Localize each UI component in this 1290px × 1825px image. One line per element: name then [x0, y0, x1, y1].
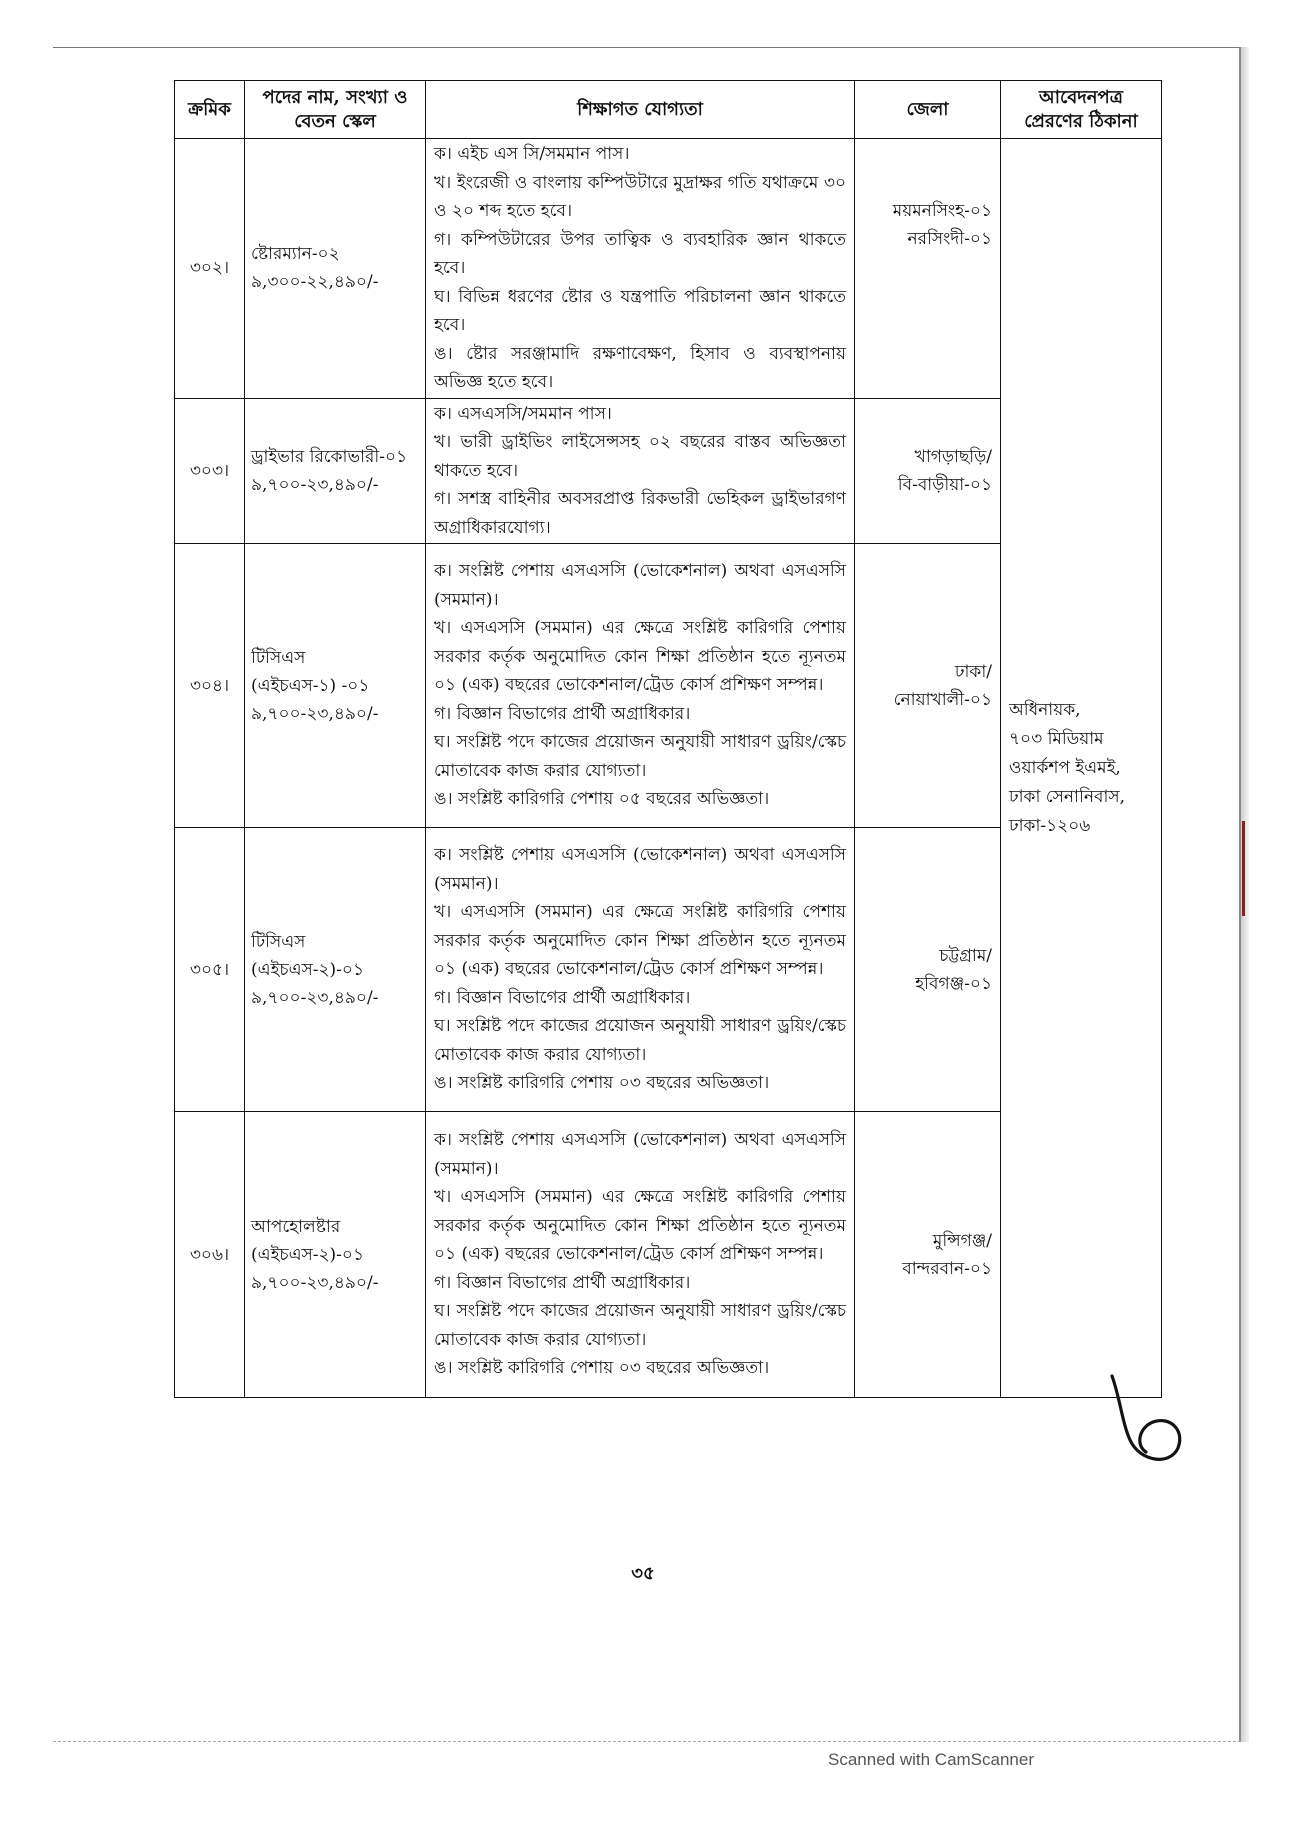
serial-cell: ৩০২।	[175, 139, 245, 399]
qualification-item: ঘ। সংশ্লিষ্ট পদে কাজের প্রয়োজন অনুযায়ী সাধারণ ড্রয়িং/স্কেচ মোতাবেক কাজ করার যোগ্যতা।	[434, 1016, 846, 1065]
qualification-item: ক। সংশ্লিষ্ট পেশায় এসএসসি (ভোকেশনাল) অথবা এসএসসি (সমমান)।	[434, 561, 846, 610]
serial-cell: ৩০৫।	[175, 828, 245, 1112]
qualification-item: ক। সংশ্লিষ্ট পেশায় এসএসসি (ভোকেশনাল) অথবা এসএসসি (সমমান)।	[434, 1130, 846, 1179]
page-edge-bottom	[53, 1741, 1241, 1742]
district-cell	[855, 828, 1001, 1112]
qualification-item: খ। এসএসসি (সমমান) এর ক্ষেত্রে সংশ্লিষ্ট কারিগরি পেশায় সরকার কর্তৃক অনুমোদিত কোন শিক্ষা প্রতিষ্ঠান হতে ন্যূনতম ০১ (এক) বছরের ভোকেশনাল/ট্রেড কোর্স প্রশিক্ষণ সম্পন্ন।	[434, 1187, 846, 1265]
header-address	[1001, 81, 1162, 139]
header-qualification	[426, 81, 855, 139]
handwritten-stroke	[1112, 1376, 1180, 1459]
address-line: ঢাকা সেনানিবাস,	[1009, 786, 1126, 807]
qualification-item: খ। এসএসসি (সমমান) এর ক্ষেত্রে সংশ্লিষ্ট কারিগরি পেশায় সরকার কর্তৃক অনুমোদিত কোন শিক্ষা প্রতিষ্ঠান হতে ন্যূনতম ০১ (এক) বছরের ভোকেশনাল/ট্রেড কোর্স প্রশিক্ষণ সম্পন্ন।	[434, 618, 846, 696]
address-line: ওয়ার্কশপ ইএমই,	[1009, 757, 1121, 778]
header-post-line2: বেতন স্কেল	[294, 110, 376, 132]
qualification-item: ঙ। সংশ্লিষ্ট কারিগরি পেশায় ০৫ বছরের অভিজ্ঞতা।	[434, 789, 770, 810]
district-cell	[855, 398, 1001, 544]
qualification-cell	[426, 544, 855, 828]
scanner-watermark: Scanned with CamScanner	[828, 1750, 1035, 1769]
header-qualification-label: শিক্ষাগত যোগ্যতা	[577, 98, 703, 120]
address-line: ঢাকা-১২০৬	[1009, 815, 1091, 836]
post-grade: (এইচএস-২)-০১	[251, 959, 365, 980]
district-line: বি-বাড়ীয়া-০১	[897, 474, 992, 495]
qualification-cell	[426, 828, 855, 1112]
qualification-item: ক। এইচ এস সি/সমমান পাস।	[434, 144, 630, 164]
page-number: ৩৫	[631, 1563, 655, 1584]
qualification-item: ঙ। ষ্টোর সরঞ্জামাদি রক্ষণাবেক্ষণ, হিসাব ও ব্যবস্থাপনায় অভিজ্ঞ হতে হবে।	[434, 343, 846, 392]
pay-scale: ৯,৭০০-২৩,৪৯০/-	[251, 474, 379, 495]
serial-cell: ৩০৪।	[175, 544, 245, 828]
application-address-cell	[1001, 139, 1162, 1398]
qualification-item: ক। সংশ্লিষ্ট পেশায় এসএসসি (ভোকেশনাল) অথবা এসএসসি (সমমান)।	[434, 845, 846, 894]
pay-scale: ৯,৭০০-২৩,৪৯০/-	[251, 987, 379, 1008]
page-edge-right	[1239, 47, 1241, 1742]
post-cell	[245, 544, 426, 828]
district-cell	[855, 1112, 1001, 1398]
district-line: নরসিংদী-০১	[907, 229, 992, 249]
district-line: চট্টগ্রাম/	[939, 945, 992, 966]
qualification-item: খ। এসএসসি (সমমান) এর ক্ষেত্রে সংশ্লিষ্ট কারিগরি পেশায় সরকার কর্তৃক অনুমোদিত কোন শিক্ষা প্রতিষ্ঠান হতে ন্যূনতম ০১ (এক) বছরের ভোকেশনাল/ট্রেড কোর্স প্রশিক্ষণ সম্পন্ন।	[434, 902, 846, 980]
qualification-cell	[426, 139, 855, 399]
post-cell	[245, 139, 426, 399]
qualification-item: ঘ। বিভিন্ন ধরণের ষ্টোর ও যন্ত্রপাতি পরিচালনা জ্ঞান থাকতে হবে।	[434, 286, 846, 335]
district-line: হবিগঞ্জ-০১	[915, 973, 992, 994]
post-cell	[245, 828, 426, 1112]
serial-cell: ৩০৩।	[175, 398, 245, 544]
post-cell	[245, 398, 426, 544]
qualification-item: ঙ। সংশ্লিষ্ট কারিগরি পেশায় ০৩ বছরের অভিজ্ঞতা।	[434, 1358, 770, 1379]
qualification-item: ঙ। সংশ্লিষ্ট কারিগরি পেশায় ০৩ বছরের অভিজ্ঞতা।	[434, 1073, 770, 1094]
district-line: বান্দরবান-০১	[902, 1258, 992, 1279]
qualification-item: ঘ। সংশ্লিষ্ট পদে কাজের প্রয়োজন অনুযায়ী সাধারণ ড্রয়িং/স্কেচ মোতাবেক কাজ করার যোগ্যতা।	[434, 1301, 846, 1350]
header-district-label: জেলা	[906, 98, 949, 120]
qualification-item: ক। এসএসসি/সমমান পাস।	[434, 403, 612, 424]
district-line: খাগড়াছড়ি/	[914, 446, 992, 467]
post-title: আপহোলষ্টার	[251, 1216, 341, 1237]
header-post-line1: পদের নাম, সংখ্যা ও	[262, 86, 408, 108]
post-title: ষ্টোরম্যান-০২	[251, 244, 340, 265]
post-title: ড্রাইভার রিকোভারী-০১	[251, 446, 408, 467]
table-header-row	[175, 81, 1162, 139]
qualification-item: খ। ভারী ড্রাইভিং লাইসেন্সসহ ০২ বছরের বাস্তব অভিজ্ঞতা থাকতে হবে।	[434, 432, 846, 481]
qualification-item: ঘ। সংশ্লিষ্ট পদে কাজের প্রয়োজন অনুযায়ী সাধারণ ড্রয়িং/স্কেচ মোতাবেক কাজ করার যোগ্যতা।	[434, 732, 846, 781]
post-title: টিসিএস	[251, 931, 306, 952]
district-cell	[855, 544, 1001, 828]
post-grade: (এইচএস-১) -০১	[251, 675, 370, 696]
job-requirements-table	[174, 80, 1162, 1398]
district-cell	[855, 139, 1001, 399]
header-district	[855, 81, 1001, 139]
page-edge-top	[53, 47, 1241, 48]
header-serial-label: ক্রমিক	[188, 98, 231, 120]
serial-cell: ৩০৬।	[175, 1112, 245, 1398]
qualification-cell	[426, 1112, 855, 1398]
district-line: নোয়াখালী-০১	[893, 689, 992, 710]
district-line: মুন্সিগঞ্জ/	[932, 1230, 992, 1251]
address-line: অধিনায়ক,	[1009, 699, 1081, 720]
qualification-item: খ। ইংরেজী ও বাংলায় কম্পিউটারে মুদ্রাক্ষর গতি যথাক্রমে ৩০ ও ২০ শব্দ হতে হবে।	[434, 172, 846, 221]
address-line: ৭০৩ মিডিয়াম	[1009, 728, 1104, 749]
table-row	[175, 139, 1162, 399]
qualification-item: গ। বিজ্ঞান বিভাগের প্রার্থী অগ্রাধিকার।	[434, 1272, 691, 1293]
binding-edge-mark	[1242, 821, 1245, 916]
header-post	[245, 81, 426, 139]
pay-scale: ৯,৭০০-২৩,৪৯০/-	[251, 1272, 379, 1293]
qualification-item: গ। কম্পিউটারের উপর তাত্বিক ও ব্যবহারিক জ্ঞান থাকতে হবে।	[434, 229, 846, 278]
post-cell	[245, 1112, 426, 1398]
district-line: ঢাকা/	[954, 661, 992, 682]
qualification-item: গ। বিজ্ঞান বিভাগের প্রার্থী অগ্রাধিকার।	[434, 703, 691, 724]
qualification-item: গ। সশস্ত্র বাহিনীর অবসরপ্রাপ্ত রিকভারী ভেহিকল ড্রাইভারগণ অগ্রাধিকারযোগ্য।	[434, 489, 846, 538]
pay-scale: ৯,৩০০-২২,৪৯০/-	[251, 272, 379, 293]
header-address-line2: প্রেরণের ঠিকানা	[1024, 110, 1138, 132]
header-serial	[175, 81, 245, 139]
pay-scale: ৯,৭০০-২৩,৪৯০/-	[251, 703, 379, 724]
district-line: ময়মনসিংহ-০১	[892, 201, 992, 221]
handwritten-initial-mark	[1100, 1372, 1184, 1468]
post-title: টিসিএস	[251, 647, 306, 668]
header-address-line1: আবেদনপত্র	[1039, 86, 1123, 108]
qualification-item: গ। বিজ্ঞান বিভাগের প্রার্থী অগ্রাধিকার।	[434, 987, 691, 1008]
qualification-cell	[426, 398, 855, 544]
post-grade: (এইচএস-২)-০১	[251, 1244, 365, 1265]
